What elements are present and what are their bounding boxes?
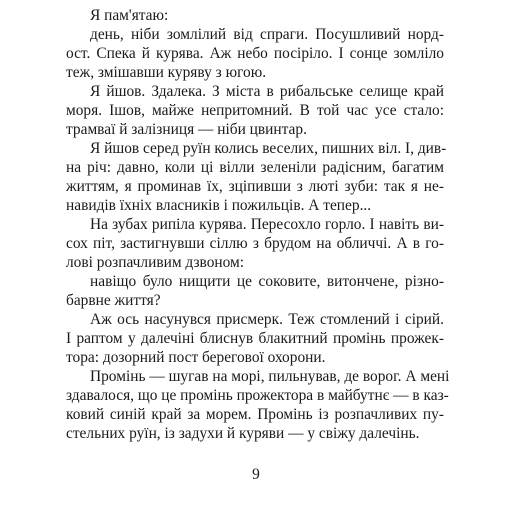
text-line: день, ніби зомлілий від спраги. Посушливий норд- xyxy=(90,26,444,43)
text-line: трамваї й залізниця — ніби цвинтар. xyxy=(66,121,307,138)
text-line: Я йшов. Здалека. З міста в рибальське селище край xyxy=(90,83,444,100)
text-line: Я йшов серед руїн колись веселих, пишних віл. І, див- xyxy=(90,140,447,157)
text-line: барвне життя? xyxy=(66,292,161,309)
text-line: життям, я проминав їх, зціпивши з люті зуби: так я не- xyxy=(66,178,444,195)
page-text xyxy=(66,6,450,443)
text-line: І раптом у далечіні блиснув блакитний промінь прожек- xyxy=(66,330,444,347)
text-line: лові розпачливим дзвоном: xyxy=(66,254,245,271)
page-number: 9 xyxy=(252,466,260,483)
text-line: ост. Спека й курява. Аж небо посіріло. І сонце зомліло xyxy=(66,45,444,62)
text-line: моря. Ішов, майже непритомний. В той час усе стало: xyxy=(66,102,444,119)
text-line: навидів їхніх власників і пожильців. А тепер... xyxy=(66,197,372,214)
text-line: сох піт, застигнувши сіллю з брудом на обличчі. А в го- xyxy=(66,235,444,252)
text-line: Я пам'ятаю: xyxy=(90,7,169,24)
text-line: навіщо було нищити це соковите, витончене, різно- xyxy=(90,273,444,290)
text-line: на річ: давно, коли ці вілли зеленіли радісним, багатим xyxy=(66,159,444,176)
text-line: ковий синій край за морем. Промінь із розпачливих пу- xyxy=(66,406,444,423)
text-line: тора: дозорний пост берегової охорони. xyxy=(66,349,326,366)
text-line: здавалося, що це промінь прожектора в майбутнє — в каз- xyxy=(66,387,449,404)
text-line: Аж ось насунувся присмерк. Теж стомлений і сірий. xyxy=(90,311,444,328)
text-line: Промінь — шугав на морі, пильнував, де ворог. А мені xyxy=(90,368,450,385)
text-line: стельних руїн, із задухи й куряви — у свіжу далечінь. xyxy=(66,425,420,442)
text-line: теж, змішавши куряву з югою. xyxy=(66,64,267,81)
text-line: На зубах рипіла курява. Пересохло горло. І навіть ви- xyxy=(90,216,444,233)
